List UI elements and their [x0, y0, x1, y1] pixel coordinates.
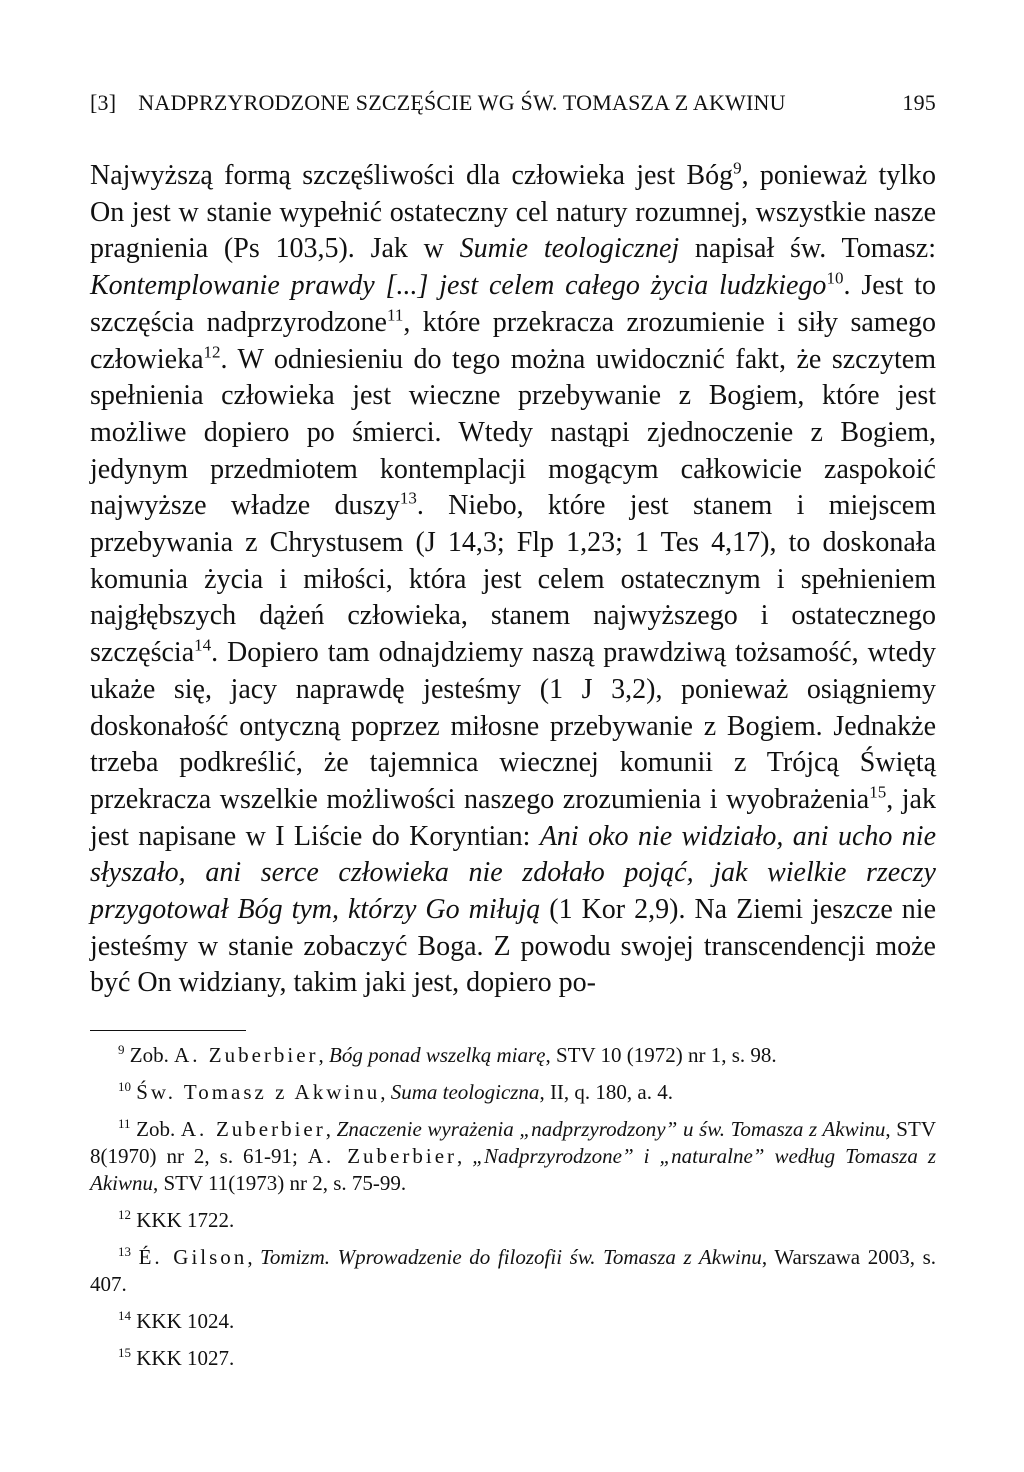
text-run: Najwyższą formą szczęśliwości dla człowieka jest Bóg	[90, 160, 734, 191]
footnote-text: KKK 1722.	[136, 1208, 235, 1232]
footnote-title: „Nadprzyrodzone” i „naturalne” według Tomasza z Akiwnu	[90, 1144, 936, 1195]
footnote-ref-12[interactable]: 12	[203, 342, 221, 362]
text-run: , które przekracza zrozumienie i siły samego człowieka	[90, 306, 937, 375]
footnote-text: , Warszawa 2003, s. 407.	[90, 1245, 937, 1296]
footnote-author: A. Zuberbier	[180, 1117, 326, 1141]
text-run: (1 Kor 2,9). Na Ziemi jeszcze nie jesteśmy w stanie zobaczyć Boga. Z powodu swojej transcendencji może być On widziany, takim jaki jest, dopiero po-	[90, 894, 937, 999]
body-paragraph	[90, 158, 936, 1002]
text-run: . Dopiero tam odnajdziemy naszą prawdziwą tożsamość, wtedy ukaże się, jacy naprawdę jesteśmy (1 J 3,2), ponieważ osiągniemy doskonałość ontyczną poprzez miłosne przebywanie z Bogiem. Jednakże trzeba podkreślić, że tajemnica wiecznej komunii z Trójcą Świętą przekracza wszelkie możliwości naszego zrozumienia i wyobrażenia	[90, 637, 936, 815]
footnote-text: ,	[457, 1144, 473, 1168]
footnote-text: , STV 10 (1972) nr 1, s. 98.	[545, 1043, 777, 1067]
footnote-text: ,	[325, 1117, 337, 1141]
footnote-text: , STV 8(1970) nr 2, s. 61-91;	[90, 1117, 936, 1168]
footnote-text: ,	[318, 1043, 330, 1067]
footnote-number: 12	[118, 1207, 131, 1222]
footnote-ref-14[interactable]: 14	[194, 635, 212, 655]
section-marker: [3]	[90, 90, 117, 115]
italic-quote: Kontemplowanie prawdy [...] jest celem całego życia ludzkiego	[90, 270, 827, 302]
footnote-14	[90, 1308, 936, 1335]
main-text	[90, 158, 936, 1002]
footnote-text: , STV 11(1973) nr 2, s. 75-99.	[153, 1171, 407, 1195]
footnote-title: Znaczenie wyrażenia „nadprzyrodzony” u św. Tomasza z Akwinu	[336, 1117, 886, 1141]
footnote-9	[90, 1042, 936, 1069]
footnote-text: KKK 1024.	[136, 1309, 235, 1333]
text-run: . W odniesieniu do tego można uwidocznić fakt, że szczytem spełnienia człowieka jest wieczne przebywanie z Bogiem, które jest możliwe dopiero po śmierci. Wtedy nastąpi zjednoczenie z Bogiem, jedynym przedmiotem kontemplacji mogącym całkowicie zaspokoić najwyższe władze duszy	[90, 343, 936, 522]
footnote-title: Suma teologiczna	[390, 1080, 540, 1104]
footnotes	[90, 1042, 936, 1382]
footnote-ref-10[interactable]: 10	[826, 268, 844, 288]
footnote-author: A. Zuberbier	[174, 1043, 319, 1067]
footnote-author: A. Zuberbier	[307, 1144, 458, 1168]
footnote-ref-9[interactable]: 9	[733, 158, 742, 178]
footnote-text: KKK 1027.	[136, 1346, 235, 1370]
page-number: 195	[902, 90, 936, 115]
running-title: NADPRZYRODZONE SZCZĘŚCIE WG ŚW. TOMASZA Z AKWINU	[138, 90, 786, 115]
footnote-text: ,	[380, 1080, 391, 1104]
italic-title: Sumie teologicznej	[459, 233, 680, 265]
footnote-number: 9	[118, 1042, 125, 1057]
footnote-text: Zob.	[129, 1043, 175, 1067]
footnote-text: , II, q. 180, a. 4.	[539, 1080, 673, 1104]
footnote-text: Zob.	[136, 1117, 181, 1141]
footnote-ref-11[interactable]: 11	[386, 305, 404, 325]
footnote-title: Tomizm. Wprowadzenie do filozofii św. Tomasza z Akwinu	[260, 1245, 762, 1269]
text-run: . Jest to szczęścia nadprzyrodzone	[90, 270, 936, 338]
footnote-12	[90, 1207, 936, 1234]
footnote-number: 14	[118, 1308, 131, 1323]
footnote-number: 10	[118, 1079, 131, 1094]
footnote-number: 13	[118, 1244, 131, 1259]
footnote-author: É. Gilson	[138, 1245, 248, 1269]
text-run: . Niebo, które jest stanem i miejscem przebywania z Chrystusem (J 14,3; Flp 1,23; 1 Tes 4,17), to doskonała komunia życia i miłości, która jest celem ostatecznym i spełnieniem najgłębszych dążeń człowieka, stanem najwyższego i ostatecznego szczęścia	[90, 490, 936, 669]
footnote-text: ,	[247, 1245, 261, 1269]
footnote-13	[90, 1244, 936, 1298]
footnote-title: Bóg ponad wszelką miarę	[329, 1043, 546, 1067]
footnote-10	[90, 1079, 936, 1106]
footnote-15	[90, 1345, 936, 1372]
footnote-ref-15[interactable]: 15	[869, 782, 887, 802]
footnote-11	[90, 1116, 936, 1197]
running-header	[90, 90, 936, 116]
italic-quote: Ani oko nie widziało, ani ucho nie słyszało, ani serce człowieka nie zdołało pojąć, jak wielkie rzeczy przygotował Bóg tym, którzy Go miłują	[90, 820, 936, 926]
footnote-author: Św. Tomasz z Akwinu	[136, 1080, 381, 1104]
footnote-number: 15	[118, 1345, 131, 1360]
text-run: , jak jest napisane w I Liście do Koryntian:	[90, 783, 936, 852]
footnote-ref-13[interactable]: 13	[399, 489, 417, 508]
text-run: napisał św. Tomasz:	[679, 233, 937, 265]
footnote-separator	[90, 1030, 246, 1031]
text-run: , ponieważ tylko On jest w stanie wypełnić ostateczny cel natury rozumnej, wszystkie nasze pragnienia (Ps 103,5). Jak w	[90, 160, 937, 265]
footnote-number: 11	[118, 1116, 131, 1131]
